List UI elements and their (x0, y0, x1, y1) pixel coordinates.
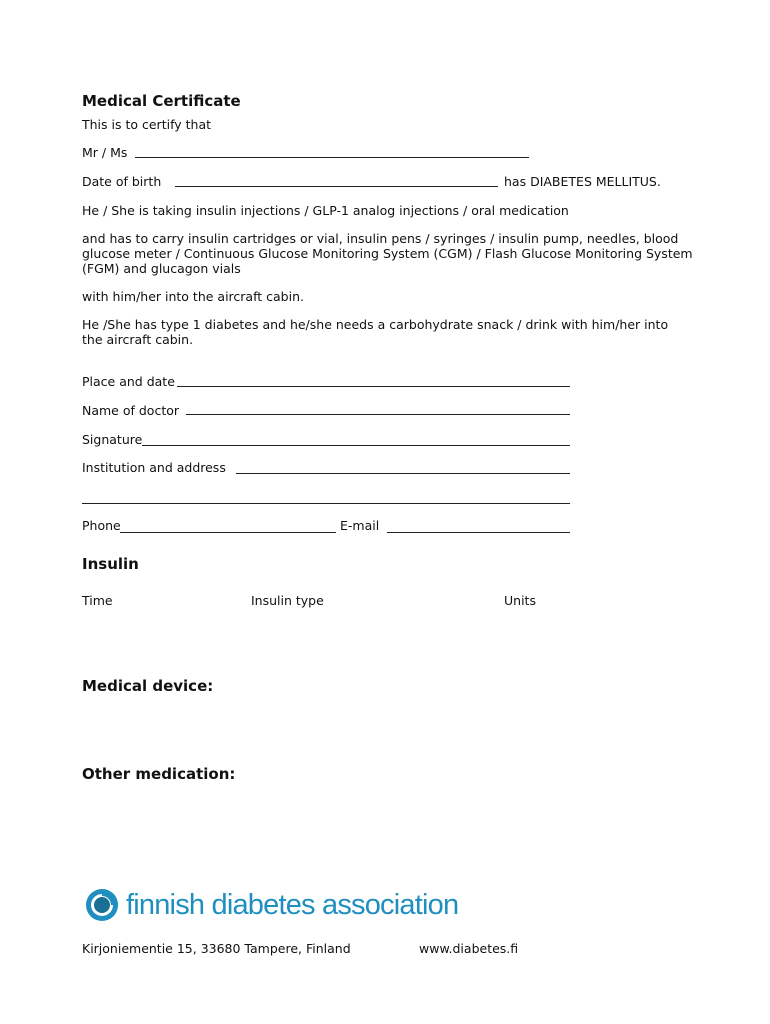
signature-label: Signature (82, 432, 143, 447)
doctor-name-field[interactable] (186, 414, 570, 415)
intro-text: This is to certify that (82, 117, 212, 132)
insulin-column-units: Units (504, 593, 536, 608)
place-date-field[interactable] (177, 386, 570, 387)
institution-label: Institution and address (82, 460, 226, 475)
type1-statement: He /She has type 1 diabetes and he/she needs a carbohydrate snack / drink with him/her into the aircraft cabin. (82, 317, 669, 347)
phone-field[interactable] (120, 532, 336, 533)
insulin-column-time: Time (82, 593, 113, 608)
signature-field[interactable] (142, 445, 570, 446)
cabin-statement: with him/her into the aircraft cabin. (82, 289, 304, 304)
medication-statement: He / She is taking insulin injections / GLP-1 analog injections / oral medication (82, 203, 569, 218)
medical-device-heading: Medical device: (82, 677, 214, 695)
name-label: Mr / Ms (82, 145, 128, 160)
other-medication-heading: Other medication: (82, 765, 236, 783)
diagnosis-text: has DIABETES MELLITUS. (504, 174, 661, 189)
place-date-label: Place and date (82, 374, 175, 389)
equipment-statement: and has to carry insulin cartridges or vial, insulin pens / syringes / insulin pump, needles, blood glucose meter / Continuous Glucose Monitoring System (CGM) / Flash Glucose Monitoring System (FGM) and glucagon vials (82, 231, 693, 276)
insulin-heading: Insulin (82, 555, 139, 573)
institution-field[interactable] (236, 473, 570, 474)
insulin-column-type: Insulin type (251, 593, 324, 608)
footer-address: Kirjoniementie 15, 33680 Tampere, Finland (82, 941, 351, 956)
email-label: E-mail (340, 518, 380, 533)
address-field[interactable] (82, 503, 570, 504)
dob-label: Date of birth (82, 174, 162, 189)
page-title: Medical Certificate (82, 92, 241, 110)
doctor-name-label: Name of doctor (82, 403, 180, 418)
footer-website[interactable]: www.diabetes.fi (419, 941, 519, 956)
logo-wordmark: finnish diabetes association (126, 888, 459, 921)
phone-label: Phone (82, 518, 121, 533)
association-logo (84, 885, 458, 925)
fda-logo-icon (84, 887, 120, 923)
name-field[interactable] (135, 157, 529, 158)
dob-field[interactable] (175, 186, 498, 187)
email-field[interactable] (387, 532, 570, 533)
